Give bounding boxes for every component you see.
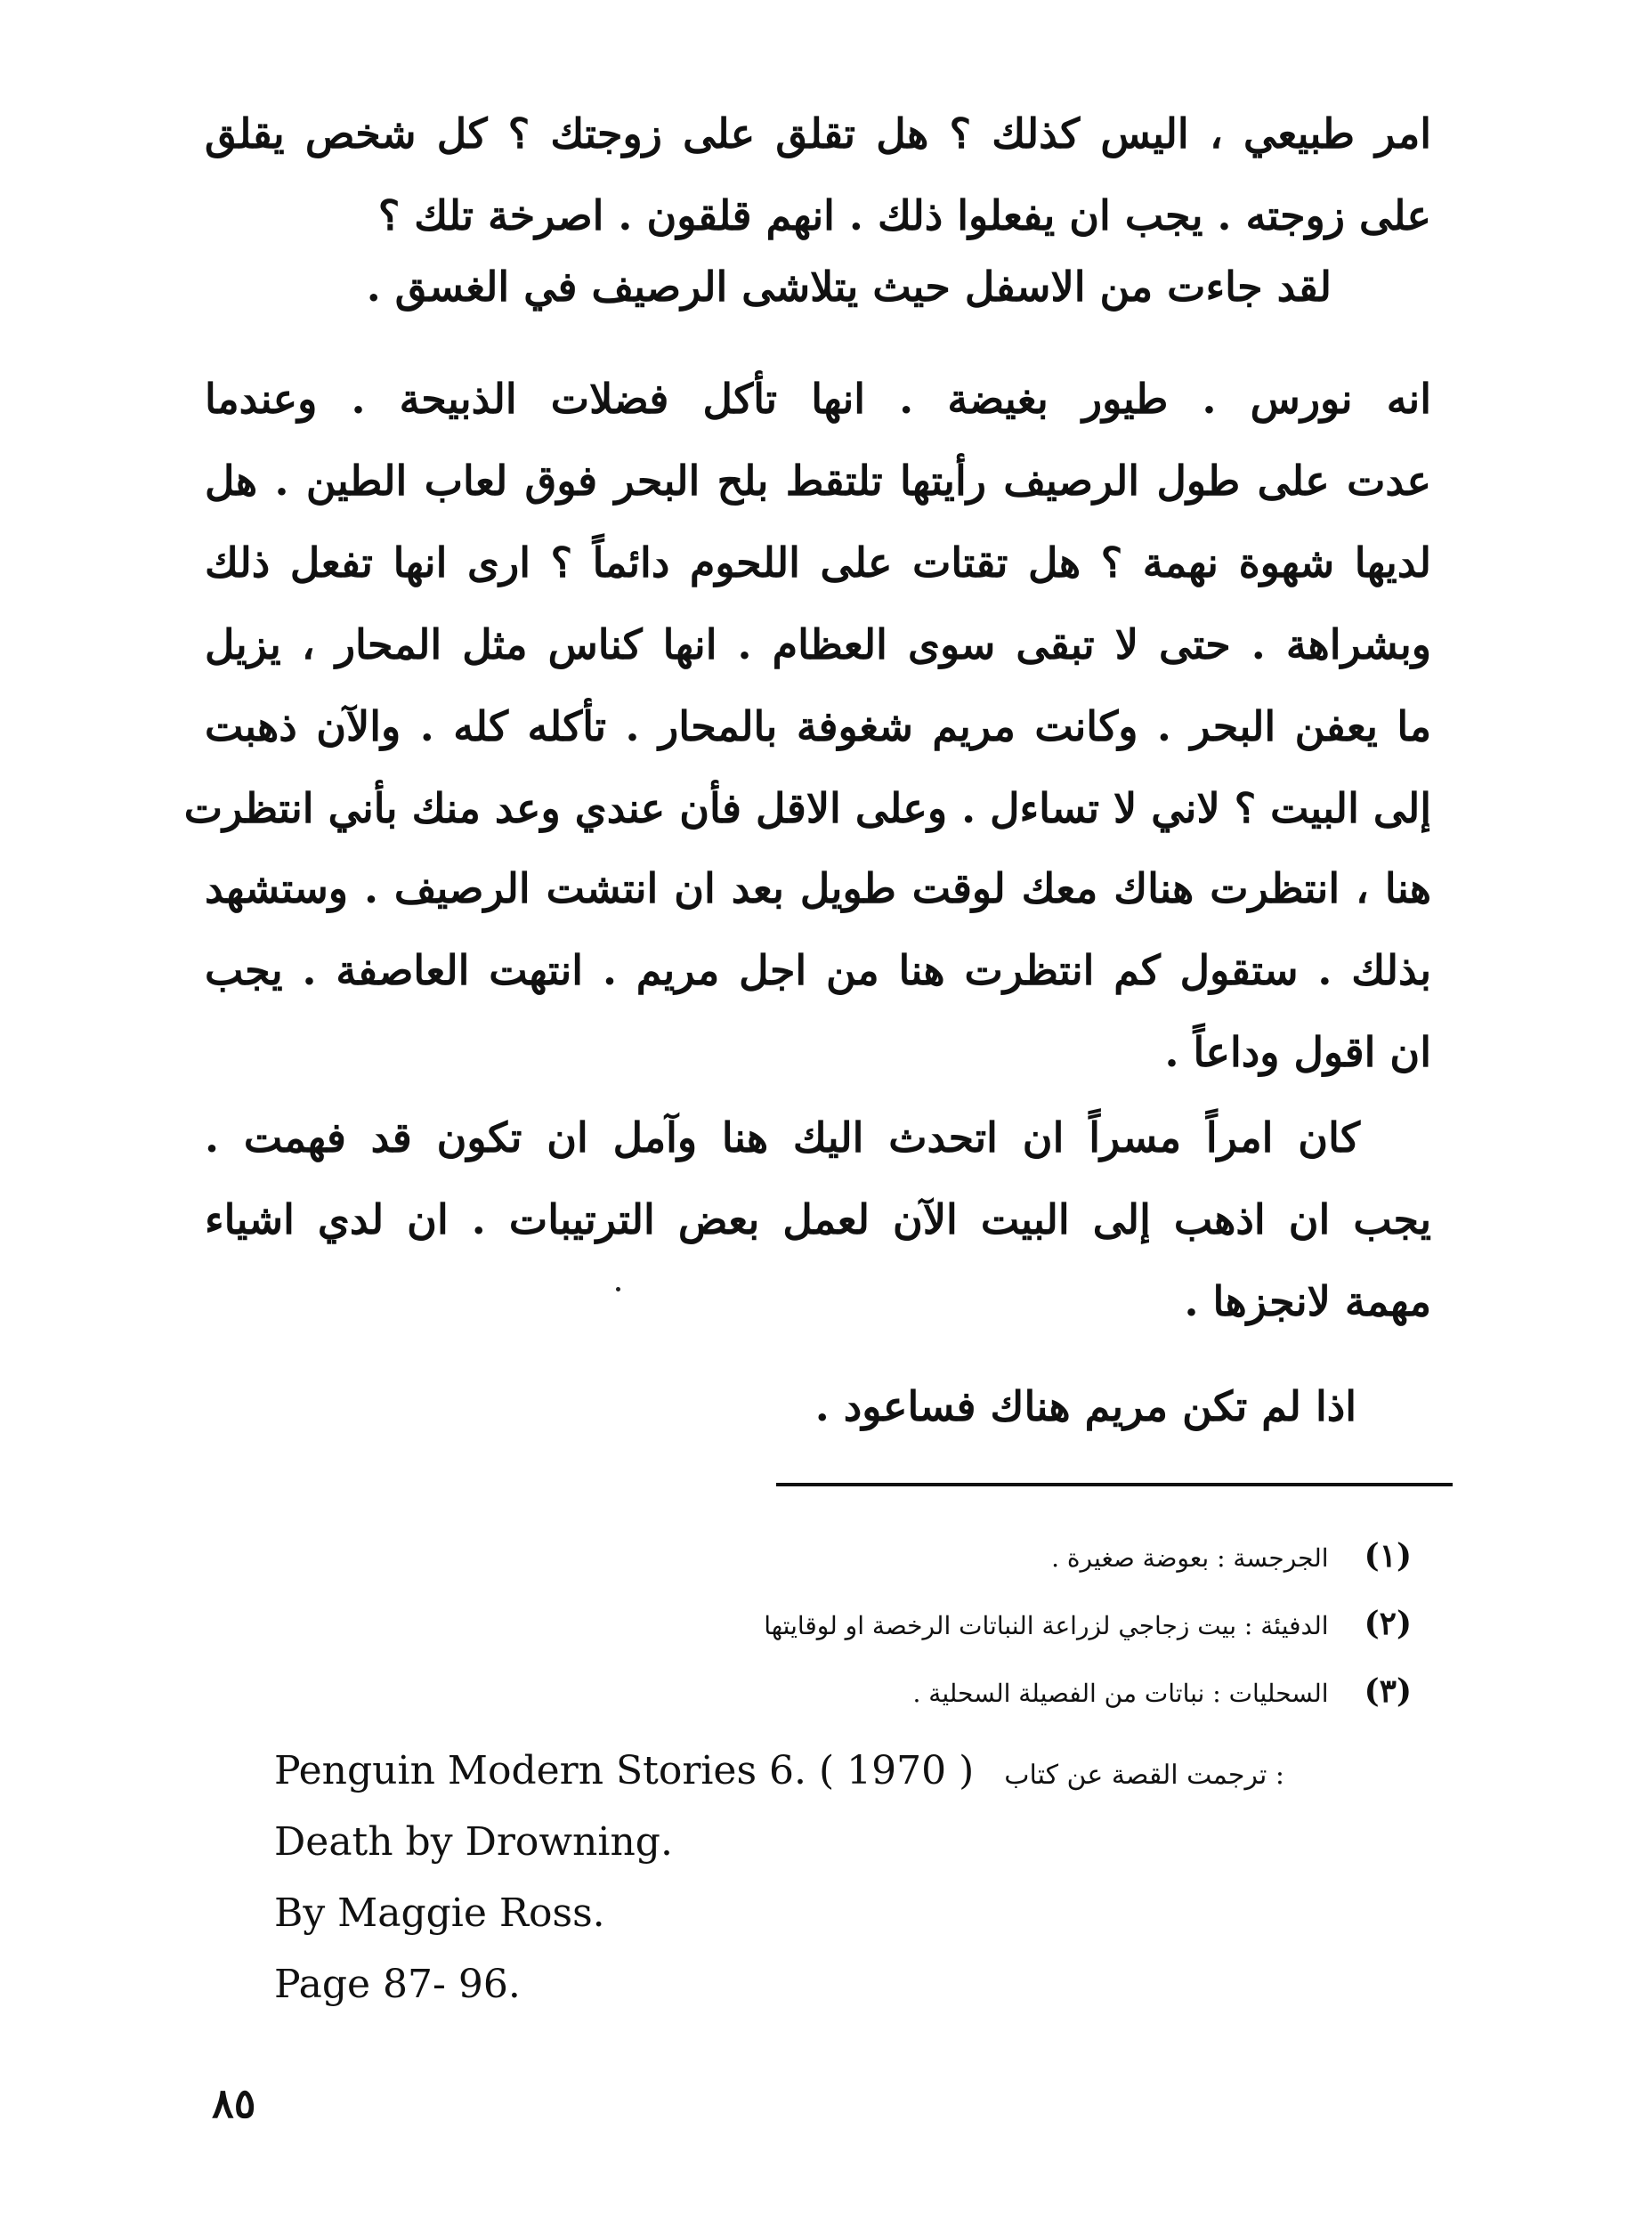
footnote-text: الدفيئة : بيت زجاجي لزراعة النباتات الرخصة او لوقايتها xyxy=(764,1611,1329,1640)
footnote-number: (١) xyxy=(1364,1537,1412,1574)
paragraph-1 xyxy=(205,93,1431,256)
text-line: اذا لم تكن مريم هناك فساعود . xyxy=(814,1382,1356,1430)
footnote-text: الجرجسة : بعوضة صغيرة . xyxy=(1051,1543,1329,1573)
text-line: لقد جاءت من الاسفل حيث يتلاشى الرصيف في الغسق . xyxy=(366,263,1332,311)
text-line: هنا ، انتظرت هناك معك لوقت طويل بعد ان انتشت الرصيف . وستشهد xyxy=(205,864,1431,912)
source-pages: Page 87- 96. xyxy=(274,1962,521,2007)
text-line: امر طبيعي ، اليس كذلك ؟ هل تقلق على زوجتك ؟ كل شخص يقلق xyxy=(205,109,1431,158)
paragraph-5 xyxy=(205,1097,1431,1342)
footnote-number: (٣) xyxy=(1364,1672,1412,1710)
footnote-text: السحليات : نباتات من الفصيلة السحلية . xyxy=(912,1679,1329,1708)
paragraph-2 xyxy=(367,246,1332,328)
text-line: لديها شهوة نهمة ؟ هل تقتات على اللحوم دائماً ؟ ارى انها تفعل ذلك xyxy=(205,538,1431,587)
source-book-line xyxy=(274,1736,1284,1811)
text-line: على زوجته . يجب ان يفعلوا ذلك . انهم قلقون . اصرخة تلك ؟ xyxy=(377,191,1431,239)
source-book: Penguin Modern Stories 6. ( 1970 ) xyxy=(274,1748,975,1793)
stray-dot xyxy=(616,1287,620,1291)
source-author: By Maggie Ross. xyxy=(274,1890,605,1936)
footnote-2 xyxy=(764,1597,1412,1653)
text-line: ان اقول وداعاً . xyxy=(1164,1028,1431,1076)
text-line: يجب ان اذهب إلى البيت الآن لعمل بعض الترتيبات . ان لدي اشياء xyxy=(205,1195,1431,1243)
footnote-number: (٢) xyxy=(1364,1605,1412,1642)
paragraph-3 xyxy=(183,358,1431,849)
footnote-rule xyxy=(776,1483,1453,1486)
paragraph-4 xyxy=(205,847,1431,1093)
source-title: Death by Drowning. xyxy=(274,1819,673,1865)
source-arabic-label: ترجمت القصة عن كتاب : xyxy=(1004,1760,1285,1791)
text-line: انه نورس . طيور بغيضة . انها تأكل فضلات الذبيحة . وعندما xyxy=(205,375,1431,423)
text-line: بذلك . ستقول كم انتظرت هنا من اجل مريم . انتهت العاصفة . يجب xyxy=(205,946,1431,994)
footnote-1 xyxy=(1051,1529,1412,1585)
page-number: ٨٥ xyxy=(212,2079,256,2127)
text-line: ما يعفن البحر . وكانت مريم شغوفة بالمحار . تأكله كله . والآن ذهبت xyxy=(205,702,1431,750)
text-line: كان امراً مسراً ان اتحدث اليك هنا وآمل ان تكون قد فهمت . xyxy=(205,1113,1360,1162)
text-line: وبشراهة . حتى لا تبقى سوى العظام . انها كناس مثل المحار ، يزيل xyxy=(205,620,1431,668)
paragraph-6 xyxy=(815,1365,1356,1447)
footnote-3 xyxy=(913,1664,1413,1720)
text-line: مهمة لانجزها . xyxy=(1184,1277,1431,1325)
text-line: عدت على طول الرصيف رأيتها تلتقط بلح البحر فوق لعاب الطين . هل xyxy=(205,457,1431,505)
text-line: إلى البيت ؟ لاني لا تساءل . وعلى الاقل فأن عندي وعد منك بأني انتظرت xyxy=(183,784,1431,832)
